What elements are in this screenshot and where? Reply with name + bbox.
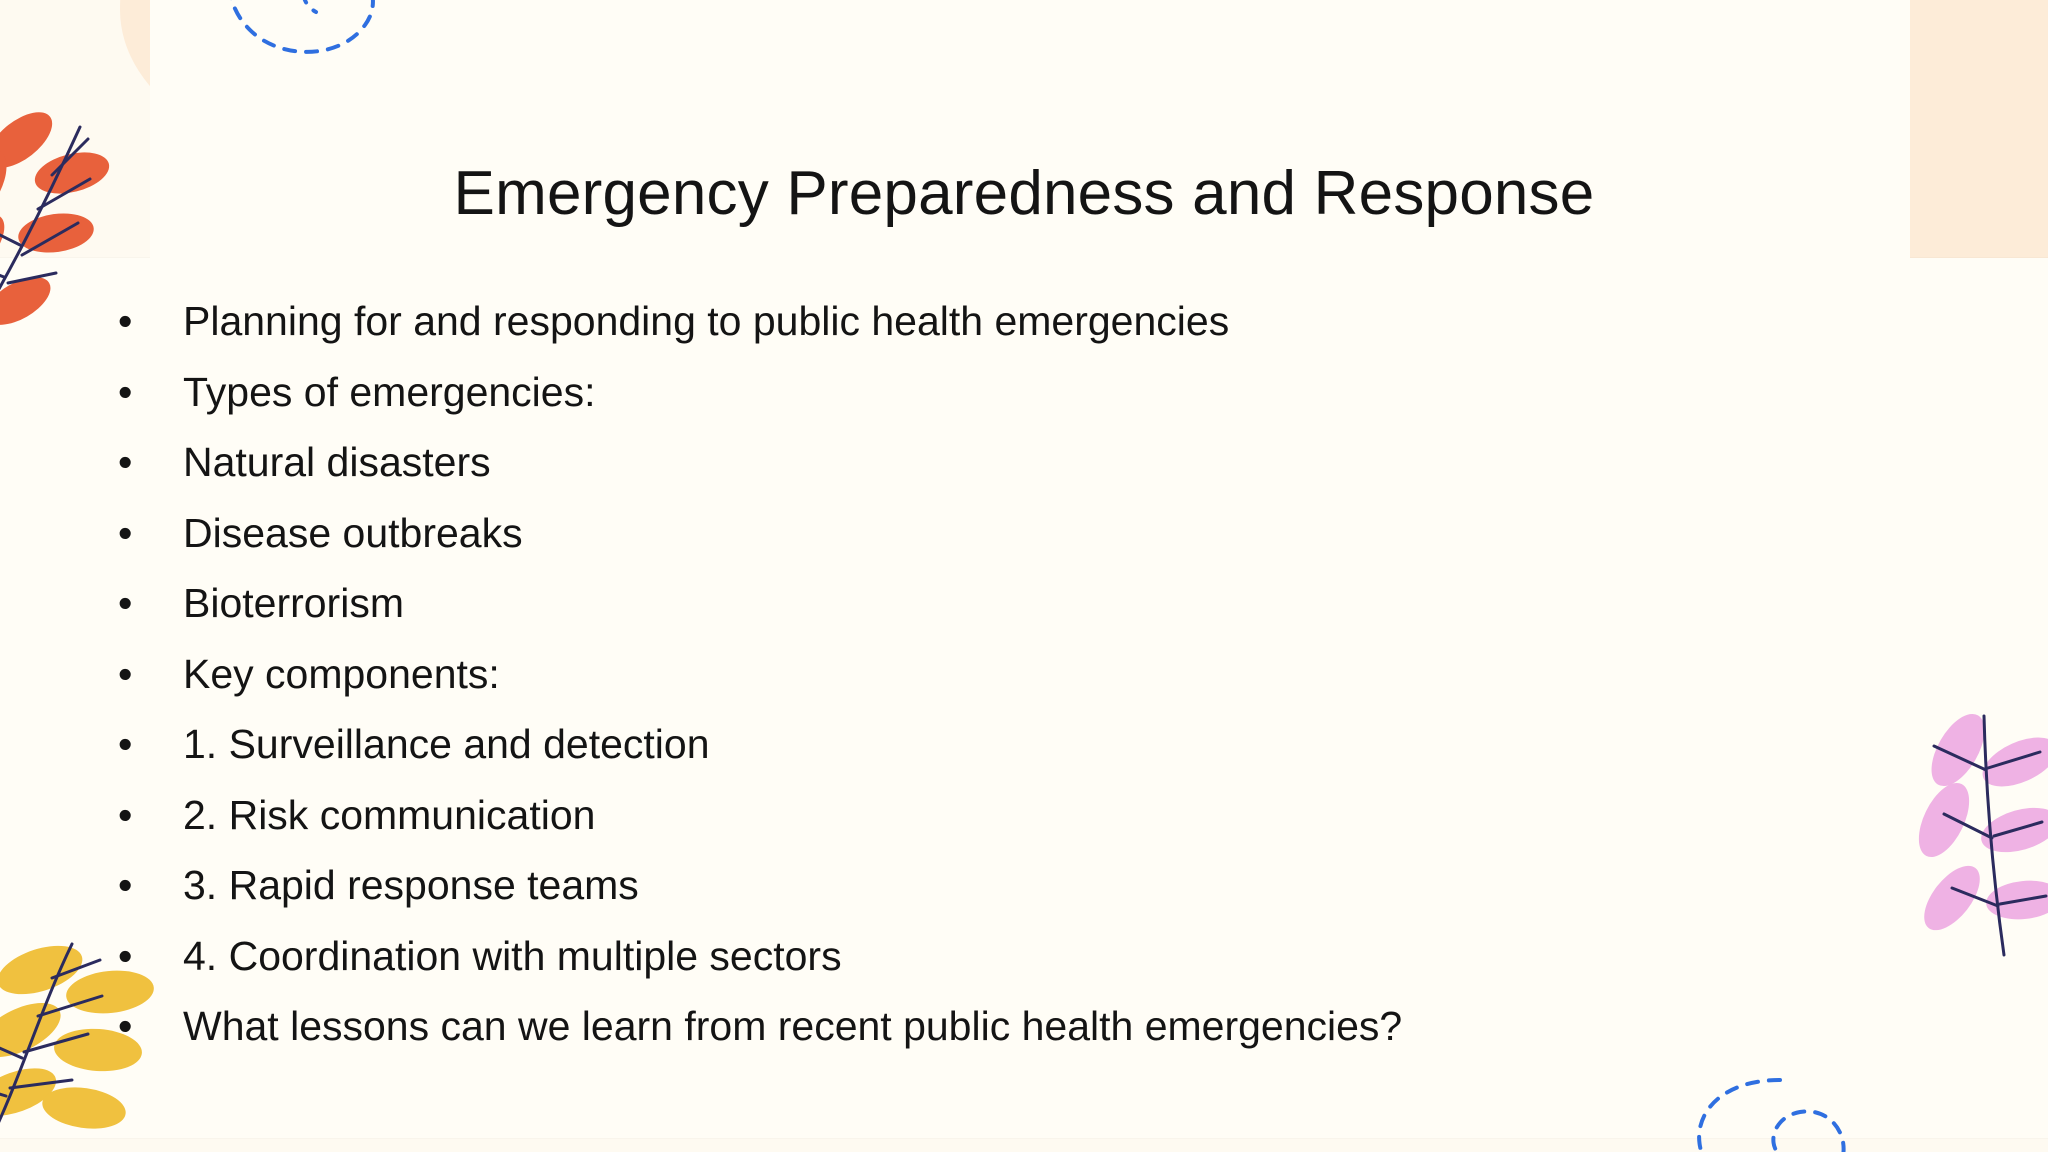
pink-leaf-decoration (1900, 710, 2048, 970)
list-item-text: Disease outbreaks (183, 509, 523, 556)
dashed-swirl-bottom-icon (1660, 1068, 1880, 1152)
slide-title: Emergency Preparedness and Response (453, 158, 1595, 228)
list-item (108, 498, 1628, 569)
list-item-text: Planning for and responding to public health emergencies (183, 298, 1230, 344)
list-item-text: 3. Rapid response teams (183, 862, 639, 908)
bullet-marker-icon: • (118, 862, 133, 908)
bullet-marker-icon: • (118, 298, 133, 344)
list-item-text: Natural disasters (183, 439, 491, 485)
list-item (108, 991, 1628, 1062)
bullet-marker-icon: • (118, 439, 133, 485)
bullet-marker-icon: • (118, 932, 133, 979)
list-item (108, 357, 1628, 428)
list-item (108, 850, 1628, 921)
list-item (108, 709, 1628, 780)
bullet-marker-icon: • (118, 368, 133, 415)
dashed-swirl-icon (190, 0, 430, 90)
list-item-text: 2. Risk communication (183, 791, 596, 838)
bullet-marker-icon: • (118, 721, 133, 767)
bullet-marker-icon: • (118, 509, 133, 556)
bullet-marker-icon: • (118, 650, 133, 697)
list-item (108, 921, 1628, 992)
bullet-marker-icon: • (118, 1003, 133, 1049)
list-item-text: 1. Surveillance and detection (183, 721, 710, 767)
list-item-text: Types of emergencies: (183, 368, 596, 415)
list-item-text: Bioterrorism (183, 580, 404, 626)
list-item (108, 639, 1628, 710)
list-item (108, 286, 1628, 357)
list-item-text: Key components: (183, 650, 500, 697)
bullet-marker-icon: • (118, 580, 133, 626)
list-item (108, 780, 1628, 851)
list-item (108, 568, 1628, 639)
bullet-list (108, 286, 1628, 1062)
list-item (108, 427, 1628, 498)
bullet-marker-icon: • (118, 791, 133, 838)
list-item-text: 4. Coordination with multiple sectors (183, 932, 842, 979)
list-item-text: What lessons can we learn from recent public health emergencies? (183, 1003, 1403, 1049)
